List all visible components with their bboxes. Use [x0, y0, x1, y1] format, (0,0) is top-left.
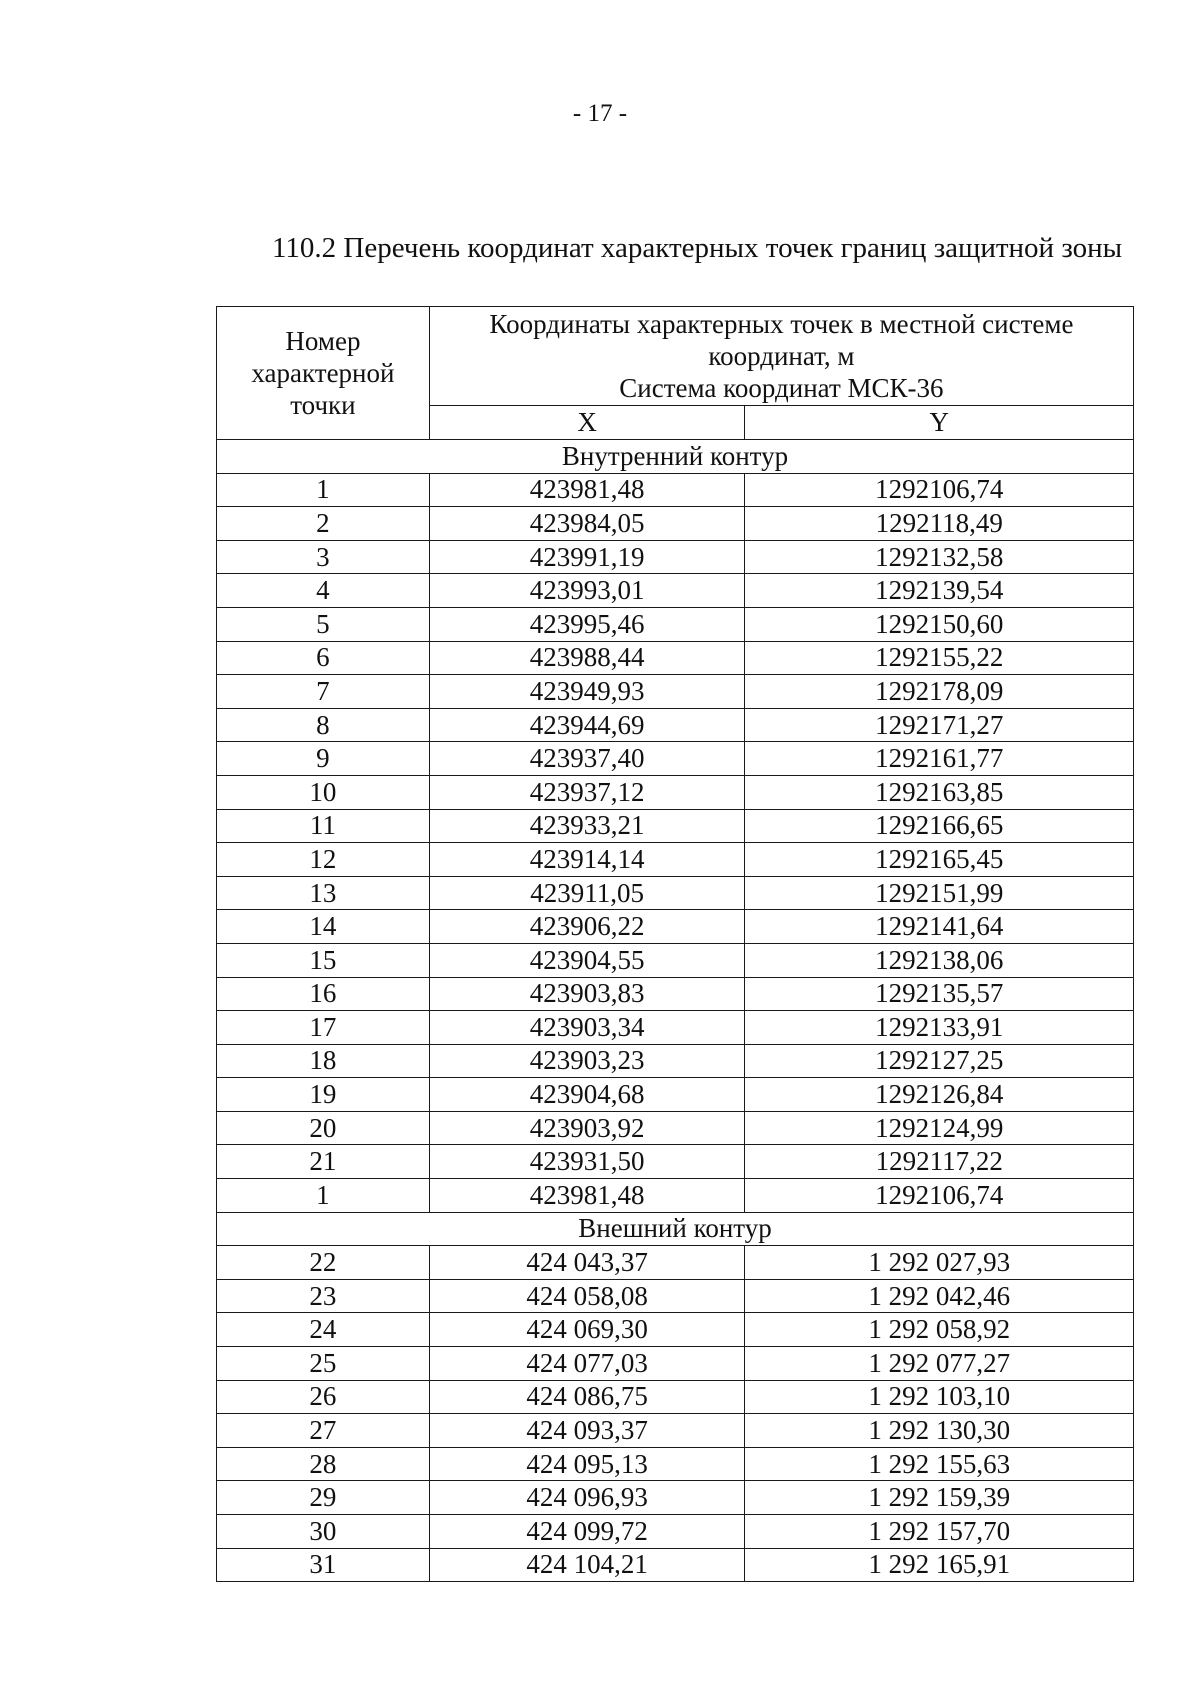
- y-coordinate-cell: 1292118,49: [745, 507, 1134, 541]
- y-coordinate-cell: 1 292 165,91: [745, 1548, 1134, 1582]
- section-title-cell: Внешний контур: [217, 1212, 1134, 1246]
- table-row: [217, 507, 1134, 541]
- y-coordinate-cell: 1 292 027,93: [745, 1246, 1134, 1280]
- header-y: Y: [745, 406, 1134, 440]
- point-number-cell: 31: [217, 1548, 430, 1582]
- y-coordinate-cell: 1292178,09: [745, 675, 1134, 709]
- table-row: [217, 1078, 1134, 1112]
- table-row: [217, 641, 1134, 675]
- section-header-row: [217, 1212, 1134, 1246]
- x-coordinate-cell: 424 096,93: [429, 1481, 745, 1515]
- x-coordinate-cell: 424 077,03: [429, 1347, 745, 1381]
- table-row: [217, 876, 1134, 910]
- x-coordinate-cell: 423981,48: [429, 1179, 745, 1213]
- y-coordinate-cell: 1292166,65: [745, 809, 1134, 843]
- table-row: [217, 1111, 1134, 1145]
- table-row: [217, 1548, 1134, 1582]
- header-coordinates-caption: [429, 307, 1133, 406]
- coordinates-table: [216, 306, 1134, 1582]
- y-coordinate-cell: 1292171,27: [745, 708, 1134, 742]
- x-coordinate-cell: 423995,46: [429, 607, 745, 641]
- x-coordinate-cell: 423903,92: [429, 1111, 745, 1145]
- y-coordinate-cell: 1 292 130,30: [745, 1414, 1134, 1448]
- point-number-cell: 27: [217, 1414, 430, 1448]
- x-coordinate-cell: 424 099,72: [429, 1515, 745, 1549]
- table-row: [217, 742, 1134, 776]
- table-row: [217, 943, 1134, 977]
- y-coordinate-cell: 1292155,22: [745, 641, 1134, 675]
- x-coordinate-cell: 423933,21: [429, 809, 745, 843]
- y-coordinate-cell: 1292106,74: [745, 1179, 1134, 1213]
- point-number-cell: 2: [217, 507, 430, 541]
- point-number-cell: 14: [217, 910, 430, 944]
- point-number-cell: 1: [217, 473, 430, 507]
- x-coordinate-cell: 423937,12: [429, 775, 745, 809]
- x-coordinate-cell: 424 095,13: [429, 1447, 745, 1481]
- x-coordinate-cell: 423944,69: [429, 708, 745, 742]
- point-number-cell: 1: [217, 1179, 430, 1213]
- x-coordinate-cell: 423981,48: [429, 473, 745, 507]
- y-coordinate-cell: 1292135,57: [745, 977, 1134, 1011]
- x-coordinate-cell: 423949,93: [429, 675, 745, 709]
- x-coordinate-cell: 423904,55: [429, 943, 745, 977]
- table-row: [217, 1447, 1134, 1481]
- point-number-cell: 26: [217, 1380, 430, 1414]
- x-coordinate-cell: 424 104,21: [429, 1548, 745, 1582]
- y-coordinate-cell: 1292161,77: [745, 742, 1134, 776]
- point-number-cell: 30: [217, 1515, 430, 1549]
- y-coordinate-cell: 1 292 077,27: [745, 1347, 1134, 1381]
- x-coordinate-cell: 423906,22: [429, 910, 745, 944]
- x-coordinate-cell: 423937,40: [429, 742, 745, 776]
- point-number-cell: 4: [217, 574, 430, 608]
- x-coordinate-cell: 423988,44: [429, 641, 745, 675]
- point-number-cell: 16: [217, 977, 430, 1011]
- point-number-cell: 8: [217, 708, 430, 742]
- section-title-cell: Внутренний контур: [217, 440, 1134, 474]
- table-row: [217, 1179, 1134, 1213]
- table-row: [217, 1347, 1134, 1381]
- y-coordinate-cell: 1292124,99: [745, 1111, 1134, 1145]
- table-row: [217, 1481, 1134, 1515]
- table-row: [217, 1313, 1134, 1347]
- y-coordinate-cell: 1292163,85: [745, 775, 1134, 809]
- header-caption-line: Система координат МСК-36: [619, 373, 944, 403]
- y-coordinate-cell: 1292165,45: [745, 843, 1134, 877]
- point-number-cell: 6: [217, 641, 430, 675]
- point-number-cell: 5: [217, 607, 430, 641]
- table-row: [217, 1145, 1134, 1179]
- x-coordinate-cell: 423931,50: [429, 1145, 745, 1179]
- header-x: X: [429, 406, 745, 440]
- x-coordinate-cell: 424 086,75: [429, 1380, 745, 1414]
- y-coordinate-cell: 1292126,84: [745, 1078, 1134, 1112]
- header-point-number: [217, 307, 430, 440]
- section-title: 110.2 Перечень координат характерных точек границ защитной зоны: [272, 232, 1123, 264]
- table-row: [217, 574, 1134, 608]
- x-coordinate-cell: 423904,68: [429, 1078, 745, 1112]
- y-coordinate-cell: 1292139,54: [745, 574, 1134, 608]
- y-coordinate-cell: 1292132,58: [745, 540, 1134, 574]
- point-number-cell: 10: [217, 775, 430, 809]
- x-coordinate-cell: 423984,05: [429, 507, 745, 541]
- point-number-cell: 22: [217, 1246, 430, 1280]
- point-number-cell: 21: [217, 1145, 430, 1179]
- y-coordinate-cell: 1 292 058,92: [745, 1313, 1134, 1347]
- header-point-number-line: характерной: [251, 358, 395, 388]
- header-point-number-line: Номер: [285, 326, 361, 356]
- y-coordinate-cell: 1292138,06: [745, 943, 1134, 977]
- y-coordinate-cell: 1 292 042,46: [745, 1279, 1134, 1313]
- point-number-cell: 3: [217, 540, 430, 574]
- x-coordinate-cell: 424 069,30: [429, 1313, 745, 1347]
- table-row: [217, 1011, 1134, 1045]
- table-row: [217, 1414, 1134, 1448]
- y-coordinate-cell: 1292117,22: [745, 1145, 1134, 1179]
- x-coordinate-cell: 424 093,37: [429, 1414, 745, 1448]
- table-row: [217, 473, 1134, 507]
- point-number-cell: 9: [217, 742, 430, 776]
- table-row: [217, 977, 1134, 1011]
- point-number-cell: 7: [217, 675, 430, 709]
- table-row: [217, 708, 1134, 742]
- x-coordinate-cell: 423993,01: [429, 574, 745, 608]
- x-coordinate-cell: 423911,05: [429, 876, 745, 910]
- x-coordinate-cell: 423903,83: [429, 977, 745, 1011]
- point-number-cell: 12: [217, 843, 430, 877]
- header-caption-line: координат, м: [708, 341, 855, 371]
- point-number-cell: 11: [217, 809, 430, 843]
- table-row: [217, 843, 1134, 877]
- x-coordinate-cell: 424 043,37: [429, 1246, 745, 1280]
- table-row: [217, 1515, 1134, 1549]
- table-body: [217, 440, 1134, 1582]
- point-number-cell: 28: [217, 1447, 430, 1481]
- y-coordinate-cell: 1292106,74: [745, 473, 1134, 507]
- y-coordinate-cell: 1292150,60: [745, 607, 1134, 641]
- y-coordinate-cell: 1292141,64: [745, 910, 1134, 944]
- point-number-cell: 29: [217, 1481, 430, 1515]
- x-coordinate-cell: 423903,34: [429, 1011, 745, 1045]
- table-row: [217, 809, 1134, 843]
- table-row: [217, 1044, 1134, 1078]
- table-row: [217, 540, 1134, 574]
- point-number-cell: 23: [217, 1279, 430, 1313]
- x-coordinate-cell: 423991,19: [429, 540, 745, 574]
- x-coordinate-cell: 424 058,08: [429, 1279, 745, 1313]
- point-number-cell: 17: [217, 1011, 430, 1045]
- y-coordinate-cell: 1292133,91: [745, 1011, 1134, 1045]
- header-point-number-line: точки: [290, 390, 356, 420]
- section-header-row: [217, 440, 1134, 474]
- y-coordinate-cell: 1 292 155,63: [745, 1447, 1134, 1481]
- y-coordinate-cell: 1292151,99: [745, 876, 1134, 910]
- point-number-cell: 25: [217, 1347, 430, 1381]
- point-number-cell: 20: [217, 1111, 430, 1145]
- y-coordinate-cell: 1 292 157,70: [745, 1515, 1134, 1549]
- y-coordinate-cell: 1 292 103,10: [745, 1380, 1134, 1414]
- point-number-cell: 18: [217, 1044, 430, 1078]
- page-number: - 17 -: [572, 100, 628, 127]
- x-coordinate-cell: 423903,23: [429, 1044, 745, 1078]
- table-row: [217, 1380, 1134, 1414]
- table-row: [217, 910, 1134, 944]
- y-coordinate-cell: 1 292 159,39: [745, 1481, 1134, 1515]
- y-coordinate-cell: 1292127,25: [745, 1044, 1134, 1078]
- x-coordinate-cell: 423914,14: [429, 843, 745, 877]
- point-number-cell: 13: [217, 876, 430, 910]
- header-caption-line: Координаты характерных точек в местной системе: [489, 309, 1074, 339]
- point-number-cell: 15: [217, 943, 430, 977]
- table-row: [217, 675, 1134, 709]
- table-row: [217, 775, 1134, 809]
- table-row: [217, 1246, 1134, 1280]
- point-number-cell: 19: [217, 1078, 430, 1112]
- table-row: [217, 607, 1134, 641]
- point-number-cell: 24: [217, 1313, 430, 1347]
- table-row: [217, 1279, 1134, 1313]
